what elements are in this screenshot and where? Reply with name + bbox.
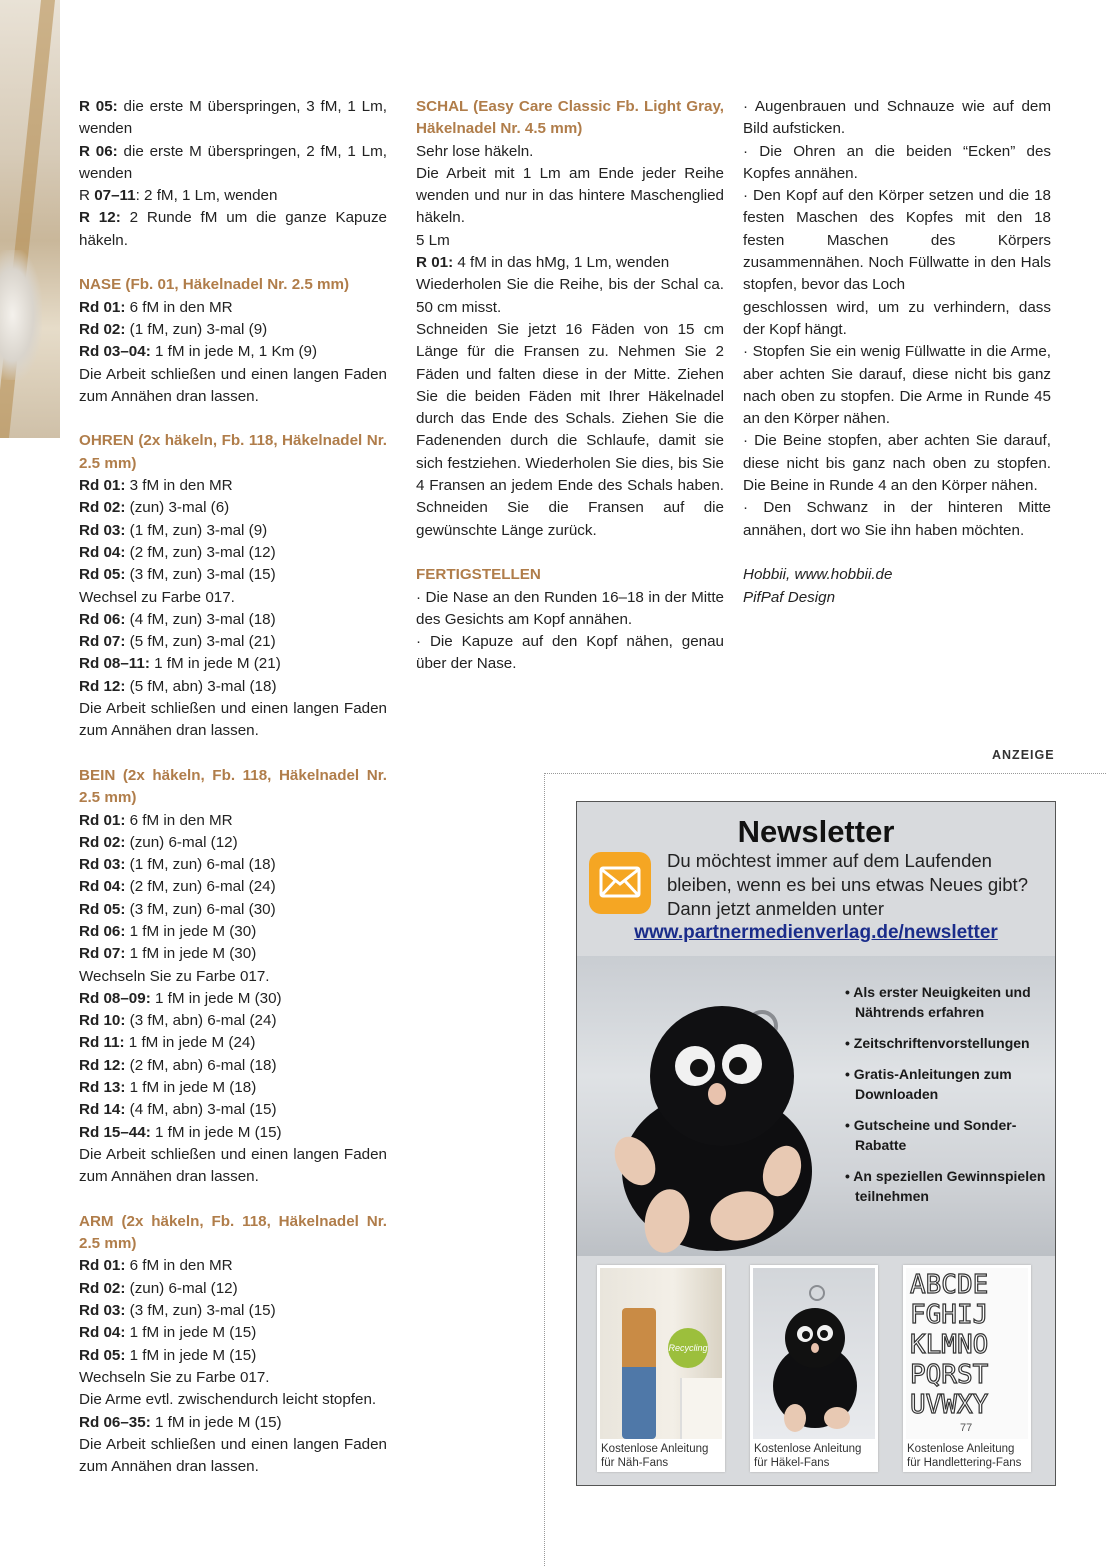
- lettering-row: UVWXY: [910, 1390, 989, 1420]
- thumb-caption: Kostenlose Anleitung für Näh-Fans: [601, 1443, 709, 1469]
- bullet: · Die Nase an den Runden 16–18 in der Mitte des Gesichts am Kopf annähen.: [416, 588, 724, 628]
- crochet-mole-illustration: [577, 956, 837, 1256]
- bullet: · Augenbrauen und Schnauze wie auf dem Bild aufsticken.: [743, 98, 1051, 138]
- row-r05: R 05: die erste M überspringen, 3 fM, 1 Lm, wenden: [79, 98, 388, 138]
- mini-mole-illustration: [753, 1268, 875, 1439]
- credit-source: Hobbii, www.hobbii.de: [743, 566, 893, 584]
- thumb-image: [753, 1268, 875, 1439]
- row: Rd 15–44: 1 fM in jede M (15): [79, 1123, 282, 1141]
- bullet: · Die Ohren an die beiden “Ecken” des Kopfes annähen.: [743, 142, 1051, 182]
- row: Rd 01: 6 fM in den MR: [79, 298, 233, 316]
- thumb-sewing[interactable]: [597, 1265, 725, 1472]
- ad-label: ANZEIGE: [992, 748, 1055, 762]
- row-r01: R 01: 4 fM in das hMg, 1 Lm, wenden: [416, 254, 670, 272]
- ad-title: Newsletter: [737, 814, 895, 849]
- row: Rd 03: (1 fM, zun) 6-mal (18): [79, 856, 276, 874]
- row: Rd 05: (3 fM, zun) 6-mal (30): [79, 900, 276, 918]
- note: Die Arbeit schließen und einen langen Faden zum Annähen dran lassen.: [79, 700, 387, 740]
- bullet-cont: geschlossen wird, um zu verhindern, dass der Kopf hängt.: [743, 298, 1051, 338]
- bullet: · Die Beine stopfen, aber achten Sie darauf, diese nicht bis ganz nach oben zu stopfen. Die Beine in Runde 4 an den Körper nähen.: [743, 432, 1051, 495]
- row-r12: R 12: 2 Runde fM um die ganze Kapuze häkeln.: [79, 209, 387, 249]
- color-change: Wechseln Sie zu Farbe 017.: [79, 967, 270, 985]
- color-change: Wechseln Sie zu Farbe 017.: [79, 1368, 270, 1386]
- benefit-item: • Als erster Neuigkeiten und Nähtrends erfahren: [845, 984, 1031, 1020]
- recycling-badge: Recycling: [668, 1328, 708, 1368]
- row: Rd 08–09: 1 fM in jede M (30): [79, 989, 282, 1007]
- benefit-item: • Zeitschriftenvorstellungen: [845, 1035, 1030, 1051]
- row: Rd 01: 6 fM in den MR: [79, 811, 233, 829]
- bullet: · Den Kopf auf den Körper setzen und die 18 festen Maschen des Kopfes mit den 18 festen Maschen des Körpers zusammennähen. Noch Füllwatte in den Hals stopfen, bevor das Loch: [743, 187, 1051, 294]
- stuff-note: Die Arme evtl. zwischendurch leicht stopfen.: [79, 1391, 377, 1409]
- lettering-row: ABCDE: [910, 1270, 989, 1300]
- box-object: [680, 1378, 722, 1439]
- row: Rd 02: (zun) 6-mal (12): [79, 1279, 238, 1297]
- thumb-crochet[interactable]: [750, 1265, 878, 1472]
- nase-heading: NASE (Fb. 01, Häkelnadel Nr. 2.5 mm): [79, 276, 350, 294]
- row: Rd 12: (2 fM, abn) 6-mal (18): [79, 1056, 277, 1074]
- lettering-row: FGHIJ: [910, 1300, 989, 1330]
- lettering-row: PQRST: [910, 1360, 989, 1390]
- page-number: 77: [960, 1422, 973, 1434]
- row: Rd 03: (1 fM, zun) 3-mal (9): [79, 521, 268, 539]
- lettering-row: KLMNO: [910, 1330, 989, 1360]
- column-1: [79, 96, 387, 1478]
- row: Rd 14: (4 fM, abn) 3-mal (15): [79, 1101, 277, 1119]
- row: Rd 05: 1 fM in jede M (15): [79, 1346, 257, 1364]
- schal-heading: SCHAL (Easy Care Classic Fb. Light Gray, Häkelnadel Nr. 4.5 mm): [416, 98, 724, 138]
- note: Die Arbeit schließen und einen langen Faden zum Annähen dran lassen.: [79, 1145, 387, 1186]
- benefit-list: [845, 982, 1050, 1217]
- row: Rd 04: 1 fM in jede M (15): [79, 1324, 257, 1342]
- row: Rd 04: (2 fM, zun) 6-mal (24): [79, 878, 276, 896]
- row: Rd 11: 1 fM in jede M (24): [79, 1034, 256, 1052]
- ad-intro: Du möchtest immer auf dem Laufenden bleiben, wenn es bei uns etwas Neues gibt? Dann jetzt anmelden unter: [667, 850, 1028, 919]
- bein-heading: BEIN (2x häkeln, Fb. 118, Häkelnadel Nr. 2.5 mm): [79, 766, 387, 807]
- note: Die Arbeit schließen und einen langen Faden zum Annähen dran lassen.: [79, 365, 387, 405]
- row-r06: R 06: die erste M überspringen, 2 fM, 1 Lm, wenden: [79, 142, 388, 182]
- arm-heading: ARM (2x häkeln, Fb. 118, Häkelnadel Nr. 2.5 mm): [79, 1212, 387, 1253]
- mail-icon: [589, 852, 651, 914]
- row: Rd 02: (zun) 3-mal (6): [79, 499, 230, 517]
- row: Rd 04: (2 fM, zun) 3-mal (12): [79, 543, 276, 561]
- row: Rd 12: (5 fM, abn) 3-mal (18): [79, 677, 277, 695]
- bullet: · Den Schwanz in der hinteren Mitte annähen, dort wo Sie ihn haben möchten.: [743, 499, 1051, 539]
- row: Rd 07: (5 fM, zun) 3-mal (21): [79, 633, 276, 651]
- corner-photo: [0, 0, 60, 438]
- tube-object: [622, 1308, 656, 1439]
- column-2: [416, 96, 724, 676]
- credit-designer: PifPaf Design: [743, 588, 836, 606]
- row-r07: R 07–11: 2 fM, 1 Lm, wenden: [79, 187, 278, 205]
- row: Rd 10: (3 fM, abn) 6-mal (24): [79, 1012, 277, 1030]
- thumb-caption: Kostenlose Anleitung für Handlettering-Fans: [907, 1443, 1022, 1469]
- row: Rd 13: 1 fM in jede M (18): [79, 1079, 257, 1097]
- row: Rd 07: 1 fM in jede M (30): [79, 945, 257, 963]
- row: Rd 01: 6 fM in den MR: [79, 1257, 233, 1275]
- row: Rd 01: 3 fM in den MR: [79, 477, 233, 495]
- lettering-alphabet: [910, 1270, 1028, 1420]
- fur-detail: [0, 250, 42, 380]
- row: Rd 03: (3 fM, zun) 3-mal (15): [79, 1302, 276, 1320]
- paragraph: 5 Lm: [416, 231, 450, 249]
- row: Rd 08–11: 1 fM in jede M (21): [79, 655, 281, 673]
- bullet: · Die Kapuze auf den Kopf nähen, genau über der Nase.: [416, 633, 724, 673]
- thumb-image: [906, 1268, 1028, 1439]
- benefit-item: • Gutscheine und Sonder-Rabatte: [845, 1117, 1017, 1153]
- ohren-heading: OHREN (2x häkeln, Fb. 118, Häkelnadel Nr. 2.5 mm): [79, 432, 387, 472]
- thumb-lettering[interactable]: [903, 1265, 1031, 1472]
- note: Die Arbeit schließen und einen langen Faden zum Annähen dran lassen.: [79, 1435, 387, 1476]
- bullet: · Stopfen Sie ein wenig Füllwatte in die Arme, aber achten Sie darauf, diese nicht bis ganz nach oben zu stopfen. Die Arme in Runde 45 an den Körper nähen.: [743, 343, 1051, 428]
- paragraph: Wiederholen Sie die Reihe, bis der Schal ca. 50 cm misst.: [416, 276, 724, 316]
- row: Rd 06: 1 fM in jede M (30): [79, 922, 257, 940]
- row: Rd 02: (zun) 6-mal (12): [79, 833, 238, 851]
- color-change: Wechsel zu Farbe 017.: [79, 588, 235, 606]
- benefit-item: • An speziellen Gewinnspielen teilnehmen: [845, 1168, 1046, 1204]
- row: Rd 02: (1 fM, zun) 3-mal (9): [79, 320, 268, 338]
- paragraph: Sehr lose häkeln.: [416, 142, 534, 160]
- row: Rd 03–04: 1 fM in jede M, 1 Km (9): [79, 343, 318, 361]
- row: Rd 05: (3 fM, zun) 3-mal (15): [79, 566, 276, 584]
- paragraph: Die Arbeit mit 1 Lm am Ende jeder Reihe wenden und nur in das hintere Maschenglied häkeln.: [416, 164, 724, 227]
- fertig-heading: FERTIGSTELLEN: [416, 566, 541, 584]
- thumb-image: [600, 1268, 722, 1439]
- row: Rd 06: (4 fM, zun) 3-mal (18): [79, 610, 276, 628]
- row: Rd 06–35: 1 fM in jede M (15): [79, 1413, 282, 1431]
- column-3: [743, 96, 1051, 609]
- paragraph: Schneiden Sie jetzt 16 Fäden von 15 cm Länge für die Fransen zu. Nehmen Sie 2 Fäden und falten diese in der Mitte. Ziehen Sie die beiden Fäden mit Ihrer Häkelnadel durch das Ende des Schals. Ziehen Sie die Fadenenden durch die Schlaufe, damit sie sich festziehen. Wiederholen Sie dies, bis Sie 4 Fransen an jedem Ende des Schals haben. Schneiden Sie die Fransen auf die gewünschte Länge zurück.: [416, 320, 724, 539]
- benefit-item: • Gratis-Anleitungen zum Downloaden: [845, 1066, 1012, 1102]
- newsletter-ad: [576, 801, 1056, 1486]
- thumb-caption: Kostenlose Anleitung für Häkel-Fans: [754, 1443, 862, 1469]
- newsletter-link[interactable]: www.partnermedienverlag.de/newsletter: [634, 922, 998, 943]
